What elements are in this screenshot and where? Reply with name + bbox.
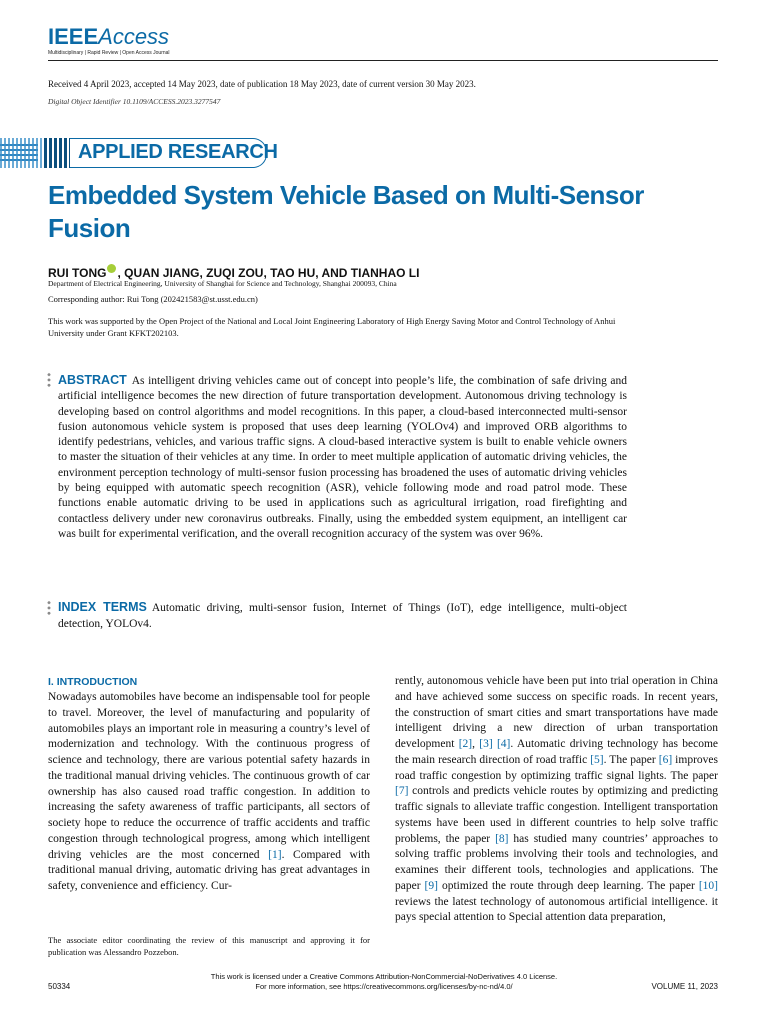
citation-link[interactable]: [7] xyxy=(395,785,409,798)
abstract-text: As intelligent driving vehicles came out of concept into people’s life, the combination of safe driving and artificial intelligence becomes the new direction of future transportation development. Autonomous driving technology is developing based on control algorithms and model recognitions. In this paper, a cloud-based interconnected multi-sensor fusion autonomous vehicle system is proposed that uses deep learning (YOLOv4) and improved ORB algorithms to identify pedestrians, vehicles, and various traffic signs. A cloud-based interactive system is built to enable vehicle owners to master the situation of their vehicles at any time. In order to meet multiple application of automatic driving vehicles, the environment perception technology of multi-sensor fusion processing has broadened the uses of automatic driving vehicles by being equipped with automatic speech recognition (ASR), vehicle following mode and road patrol mode. These functions enable automatic driving to be used in applications such as agricultural irrigation, road firefighting and contactless delivery under new coronavirus outbreaks. Finally, using the embedded system equipment, an intelligent car was built for experimental verification, and the overall recognition accuracy of the system was over 96%. xyxy=(58,375,627,540)
paper-title: Embedded System Vehicle Based on Multi-Sensor Fusion xyxy=(48,180,644,243)
citation-link[interactable]: [5] xyxy=(590,753,604,766)
editor-footnote: The associate editor coordinating the review of this manuscript and approving it for publication was Alessandro Pozzebon. xyxy=(48,935,370,957)
received-dates: Received 4 April 2023, accepted 14 May 2023, date of publication 18 May 2023, date of current version 30 May 2023. xyxy=(48,79,476,89)
author-rest: , QUAN JIANG, ZUQI ZOU, TAO HU, AND TIANHAO LI xyxy=(117,266,420,280)
text-run: Nowadays automobiles have become an indispensable tool for people to travel. Moreover, the level of manufacturing and popularity of automobiles plays an important role in measuring a country’s level of modernization and technology. With the continuous progress of science and technology, there are various potential safety hazards in the traditional manual driving vehicles. The continuous growth of car ownership has also caused road traffic congestion. In addition to increasing the safety awareness of traffic participants, all sectors of society hope to reduce the occurrence of traffic accidents and traffic congestion through technological progress, among which intelligent driving vehicles are the most concerned xyxy=(48,691,370,861)
text-run: rently, autonomous vehicle have been put into trial operation in China and have achieved some success on specific roads. In recent years, the construction of smart cities and smart transportations have made intelligent driving a new direction of urban transportation development xyxy=(395,675,718,750)
text-run: . The paper xyxy=(603,753,659,766)
banner-label: APPLIED RESEARCH xyxy=(78,141,278,163)
column-right xyxy=(395,674,718,926)
text-run: controls and predicts vehicle routes by optimizing and predicting traffic signals to alleviate traffic congestion. Intelligent transportation systems have been used in different countries to help solve traffic problems, the paper xyxy=(395,785,718,845)
index-terms xyxy=(58,600,627,632)
citation-link[interactable]: [4] xyxy=(496,738,511,750)
section-heading: I. INTRODUCTION xyxy=(48,676,138,688)
volume-info: VOLUME 11, 2023 xyxy=(651,982,718,991)
section-banner xyxy=(0,138,278,168)
intro-paragraph-left xyxy=(48,690,370,895)
banner-stripes-dark xyxy=(44,138,70,168)
logo-ieee: IEEE xyxy=(48,24,99,49)
citation-link[interactable]: [3] xyxy=(479,738,493,750)
logo-access: Access xyxy=(98,24,170,49)
text-run: , xyxy=(472,738,480,750)
intro-paragraph-right xyxy=(395,674,718,926)
text-run: reviews the latest technology of autonomous artificial intelligence. it pays special attention to Special attention data preparation, xyxy=(395,895,718,924)
text-run: . Compared with traditional manual driving, automatic driving has great advantages in safety, convenience and efficiency. Cur- xyxy=(48,848,370,892)
citation-link[interactable]: [9] xyxy=(424,879,438,892)
corresponding-author: Corresponding author: Rui Tong (202421583@st.usst.edu.cn) xyxy=(48,294,258,304)
text-run: optimized the route through deep learning. The paper xyxy=(437,879,699,892)
journal-logo xyxy=(48,26,170,56)
doi: Digital Object Identifier 10.1109/ACCESS.2023.3277547 xyxy=(48,97,221,106)
citation-link[interactable]: [2] xyxy=(458,738,473,750)
page-number: 50334 xyxy=(48,982,71,991)
column-left xyxy=(48,676,370,895)
text-run: improves road traffic congestion by optimizing traffic signal lights. The paper xyxy=(395,753,718,782)
index-terms-label: INDEX TERMS xyxy=(58,600,147,614)
abstract-dots-icon xyxy=(47,372,51,388)
abstract xyxy=(58,373,627,542)
index-terms-dots-icon xyxy=(47,600,51,616)
author-list xyxy=(48,264,419,280)
header-rule xyxy=(48,60,718,61)
license-line-1: This work is licensed under a Creative Commons Attribution-NonCommercial-NoDerivatives 4.0 License. xyxy=(210,972,558,981)
abstract-label: ABSTRACT xyxy=(58,373,127,387)
citation-link[interactable]: [6] xyxy=(658,753,673,766)
funding-note: This work was supported by the Open Project of the National and Local Joint Engineering Laboratory of High Energy Saving Motor and Control Technology of Anhui University under Grant KFKT202103. xyxy=(48,316,616,338)
citation-link[interactable]: [10] xyxy=(698,879,718,892)
author-first: RUI TONG xyxy=(48,266,107,280)
logo-tagline: Multidisciplinary | Rapid Review | Open Access Journal xyxy=(48,50,170,56)
citation-link[interactable]: [1] xyxy=(268,848,282,861)
affiliation: Department of Electrical Engineering, University of Shanghai for Science and Technology, Shanghai 200093, China xyxy=(48,279,397,288)
license-line-2[interactable]: For more information, see https://creativecommons.org/licenses/by-nc-nd/4.0/ xyxy=(255,982,513,991)
text-run: . Automatic driving technology has become the main research direction of road traffic xyxy=(395,738,718,766)
index-terms-text: Automatic driving, multi-sensor fusion, Internet of Things (IoT), edge intelligence, multi-object detection, YOLOv4. xyxy=(58,602,627,630)
citation-link[interactable]: [8] xyxy=(495,832,509,845)
orcid-icon[interactable] xyxy=(107,264,116,273)
text-run: has studied many countries’ approaches to solving traffic problems involving their tools and technologies, and examines their different tools, technologies and applications. The paper xyxy=(395,832,718,892)
